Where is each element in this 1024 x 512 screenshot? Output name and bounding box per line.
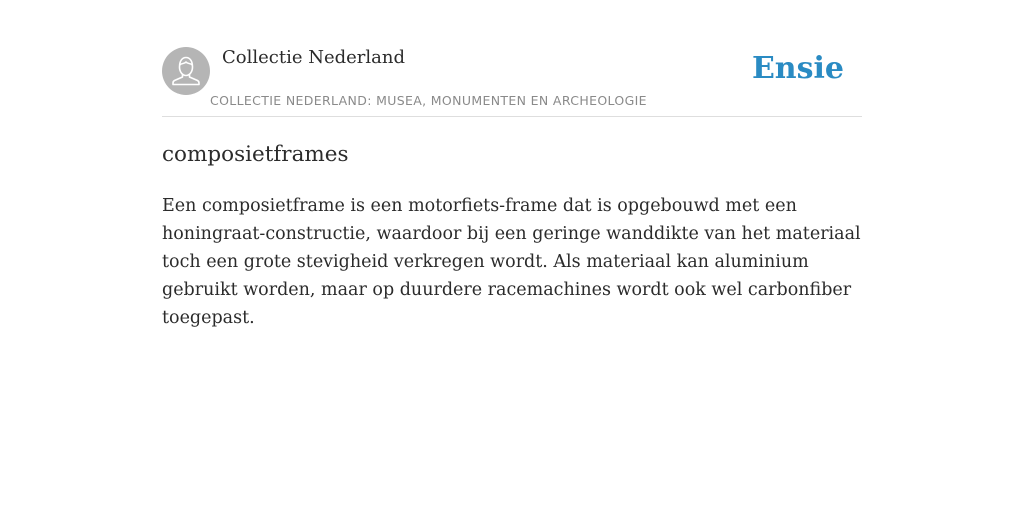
author-name[interactable]: Collectie Nederland	[222, 47, 406, 68]
source-label[interactable]: COLLECTIE NEDERLAND: MUSEA, MONUMENTEN EN ARCHEOLOGIE	[210, 93, 647, 108]
brand-logo[interactable]: Ensie	[751, 51, 844, 86]
entry-definition: Een composietframe is een motorfiets-frame dat is opgebouwd met een honingraat-constructie, waardoor bij een geringe wanddikte van het materiaal toch een grote stevigheid verkregen wordt. Als materiaal kan aluminium gebruikt worden, maar op duurdere racemachines wordt ook wel carbonfiber toegepast.	[162, 196, 861, 328]
entry-header	[162, 0, 862, 117]
entry-card	[162, 0, 862, 512]
user-silhouette-icon	[162, 47, 210, 95]
entry-title: composietframes	[162, 142, 349, 167]
avatar[interactable]	[162, 47, 210, 95]
